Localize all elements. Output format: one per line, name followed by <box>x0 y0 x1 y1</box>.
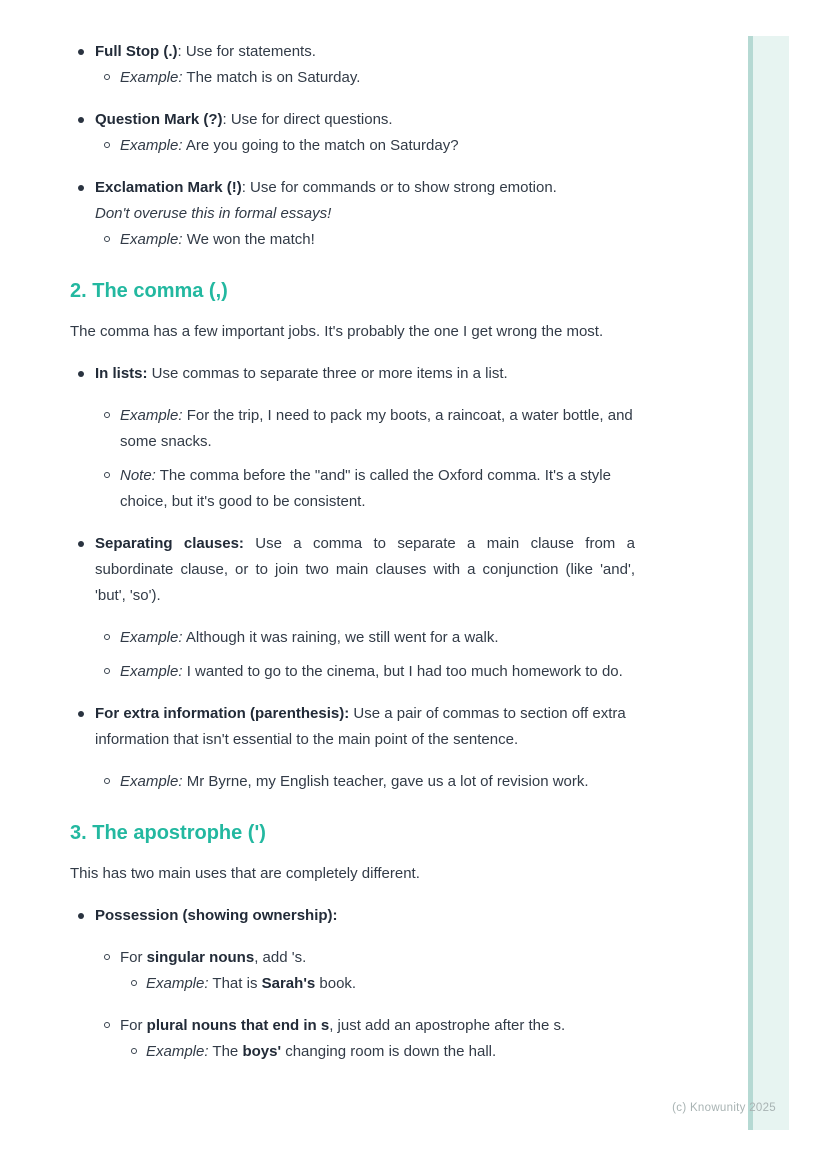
bullet-circle-icon <box>131 980 137 986</box>
bullet-disc-icon <box>78 49 84 55</box>
bullet-circle-icon <box>104 1022 110 1028</box>
text-content: For singular nouns, add 's. <box>120 949 307 966</box>
paragraph <box>70 861 635 887</box>
list-item <box>70 403 635 455</box>
paragraph <box>70 319 635 345</box>
text-content: Example: Mr Byrne, my English teacher, gave us a lot of revision work. <box>120 773 589 790</box>
text-content: Example: Are you going to the match on Saturday? <box>120 137 459 154</box>
list-item <box>70 107 635 133</box>
list-item <box>70 769 635 795</box>
bullet-disc-icon <box>78 117 84 123</box>
bullet-circle-icon <box>131 1048 137 1054</box>
text-content: Example: I wanted to go to the cinema, but I had too much homework to do. <box>120 663 623 680</box>
text-content: For plural nouns that end in s, just add an apostrophe after the s. <box>120 1017 566 1034</box>
section-heading: 2. The comma (,) <box>70 280 228 302</box>
text-content: Example: The boys' changing room is down the hall. <box>146 1043 497 1060</box>
text-content: The comma has a few important jobs. It's probably the one I get wrong the most. <box>70 323 604 340</box>
list-item <box>70 361 635 387</box>
bullet-circle-icon <box>104 668 110 674</box>
section-heading: 3. The apostrophe (') <box>70 822 266 844</box>
list-item <box>70 463 635 515</box>
text-content: Example: Although it was raining, we still went for a walk. <box>120 629 499 646</box>
list-item <box>70 133 635 159</box>
list-item <box>70 39 635 65</box>
list-item <box>70 625 635 651</box>
list-item <box>70 903 635 929</box>
list-item <box>70 65 635 91</box>
list-item <box>70 227 635 253</box>
bullet-circle-icon <box>104 236 110 242</box>
text-content: Separating clauses: Use a comma to separate a main clause from a subordinate clause, or to join two main clauses with a conjunction (like 'and', 'but', 'so'). <box>95 535 635 604</box>
bullet-disc-icon <box>78 371 84 377</box>
text-content: Example: The match is on Saturday. <box>120 69 361 86</box>
list-item <box>70 1039 635 1065</box>
bullet-circle-icon <box>104 412 110 418</box>
bullet-circle-icon <box>104 74 110 80</box>
text-content: Note: The comma before the "and" is called the Oxford comma. It's a style choice, but it's good to be consistent. <box>120 467 611 510</box>
text-content: For extra information (parenthesis): Use a pair of commas to section off extra information that isn't essential to the main point of the sentence. <box>95 705 626 748</box>
list-item <box>70 1013 635 1039</box>
text-content: Example: We won the match! <box>120 231 315 248</box>
text-content: In lists: Use commas to separate three or more items in a list. <box>95 365 508 382</box>
bullet-disc-icon <box>78 541 84 547</box>
list-item <box>70 945 635 971</box>
list-item <box>70 971 635 997</box>
text-content: Don't overuse this in formal essays! <box>95 205 332 222</box>
list-item <box>70 531 635 609</box>
list-item <box>70 659 635 685</box>
text-content: This has two main uses that are completely different. <box>70 865 420 882</box>
bullet-circle-icon <box>104 778 110 784</box>
watermark: (c) Knowunity 2025 <box>672 1102 776 1114</box>
bullet-circle-icon <box>104 142 110 148</box>
text-content: Example: That is Sarah's book. <box>146 975 357 992</box>
list-item-continuation <box>70 201 635 227</box>
text-content: Exclamation Mark (!): Use for commands or to show strong emotion. <box>95 179 557 196</box>
bullet-circle-icon <box>104 634 110 640</box>
text-content: Full Stop (.): Use for statements. <box>95 43 316 60</box>
bullet-disc-icon <box>78 913 84 919</box>
list-item <box>70 701 635 753</box>
text-content: Example: For the trip, I need to pack my boots, a raincoat, a water bottle, and some snacks. <box>120 407 633 450</box>
bullet-circle-icon <box>104 472 110 478</box>
bullet-disc-icon <box>78 185 84 191</box>
bullet-circle-icon <box>104 954 110 960</box>
list-item <box>70 175 635 201</box>
text-content: Question Mark (?): Use for direct questions. <box>95 111 393 128</box>
bullet-disc-icon <box>78 711 84 717</box>
text-content: Possession (showing ownership): <box>95 907 338 924</box>
